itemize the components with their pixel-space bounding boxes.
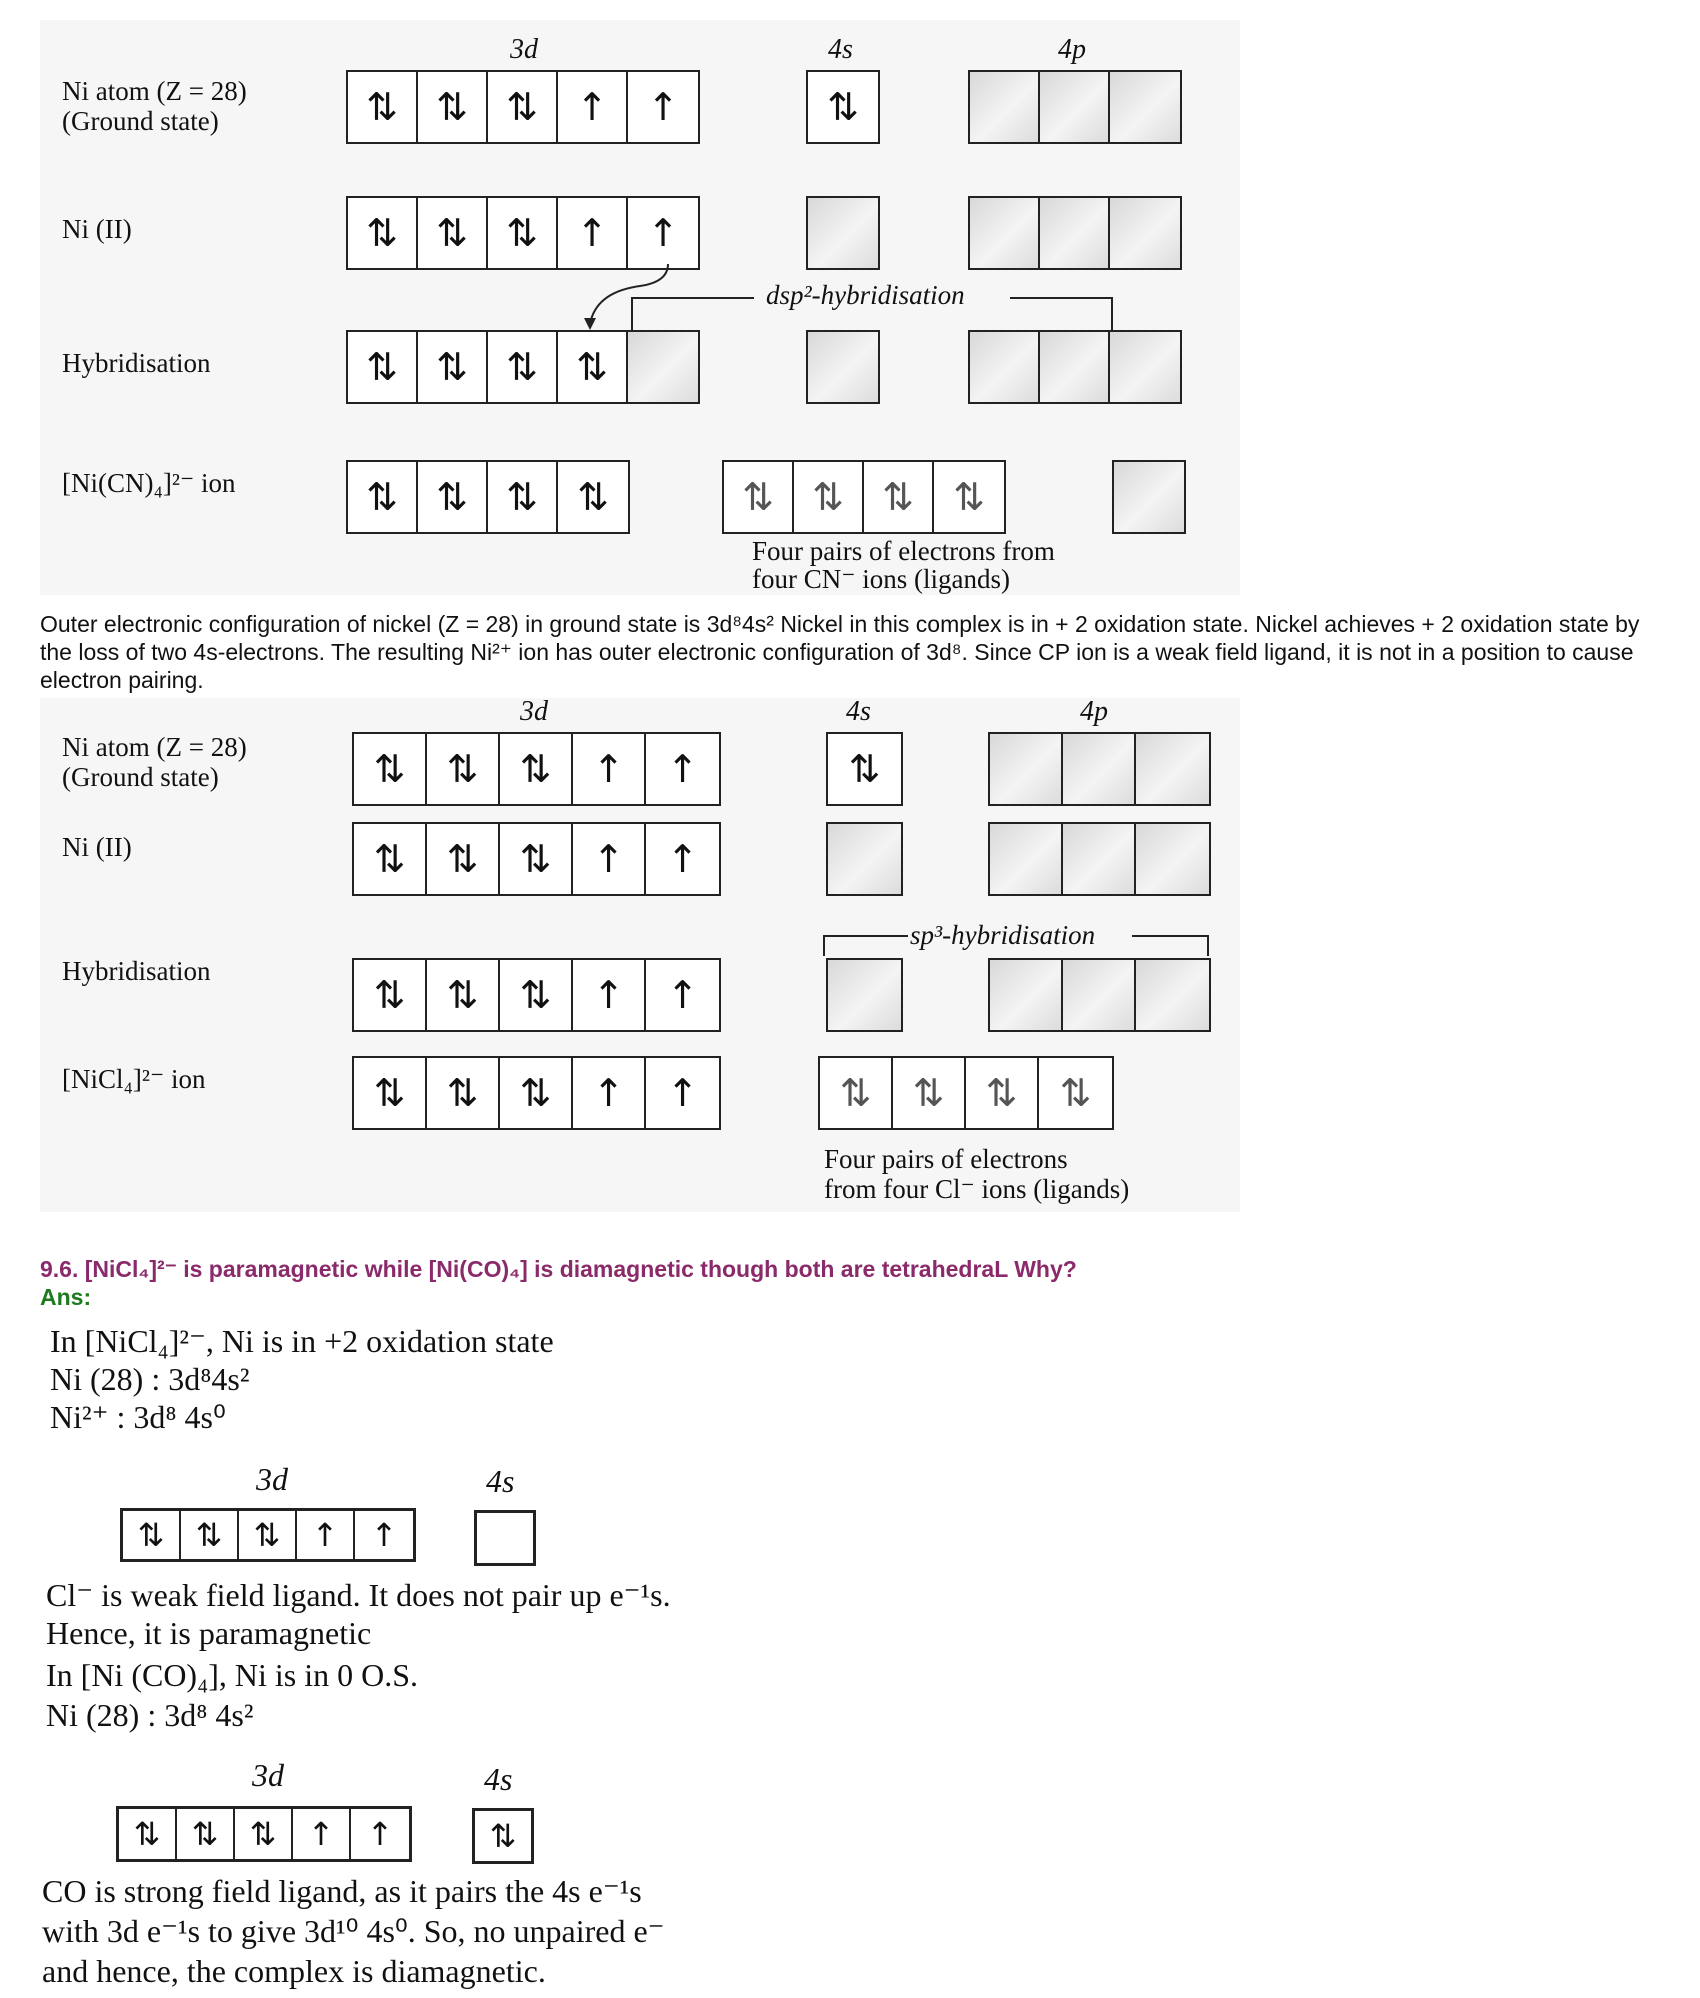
diagram1-4p-header: 4p [1058, 34, 1086, 65]
orbital-box: ↑ [628, 198, 698, 268]
orbital-box: ⇅ [354, 824, 427, 894]
orbital-box: ⇅ [488, 332, 558, 402]
d1-row3-label: Hybridisation [62, 348, 211, 378]
orbital-box: ⇅ [864, 462, 934, 532]
orbital-box [1136, 960, 1209, 1030]
answer-line-9: with 3d e⁻¹s to give 3d¹⁰ 4s⁰. So, no unpaired e⁻ [42, 1913, 665, 1949]
orbital-box [990, 734, 1063, 804]
orbital-box: ⇅ [119, 1809, 177, 1859]
orbital-box [808, 332, 878, 402]
diagram2-4p-header: 4p [1080, 696, 1108, 727]
orbital-box: ⇅ [348, 462, 418, 532]
orbital-box: ⇅ [475, 1811, 531, 1861]
orbital-box [1040, 72, 1110, 142]
orbital-box: ⇅ [558, 332, 628, 402]
orbital-box [1063, 960, 1136, 1030]
d2-row2-4s-orbital [826, 822, 903, 896]
d1-row3-3d-orbitals [346, 330, 700, 404]
orbital-box: ↑ [351, 1809, 409, 1859]
d1-row2-label: Ni (II) [62, 214, 132, 244]
d1-row1-label: Ni atom (Z = 28) [62, 76, 247, 106]
orbital-box: ⇅ [418, 198, 488, 268]
orbital-box [1040, 332, 1110, 402]
diagram1-4s-header: 4s [828, 34, 853, 65]
answer-box2-4s-orbital [472, 1808, 534, 1864]
orbital-box: ⇅ [427, 824, 500, 894]
diagram2-4s-header: 4s [846, 696, 871, 727]
orbital-box [1040, 198, 1110, 268]
orbital-box: ↑ [573, 734, 646, 804]
box1-4s-label: 4s [486, 1463, 515, 1499]
orbital-box: ↑ [646, 960, 719, 1030]
d1-row1-4p-orbitals [968, 70, 1182, 144]
orbital-box [808, 198, 878, 268]
orbital-box: ⇅ [354, 960, 427, 1030]
d1-row4-4p-orbital [1112, 460, 1186, 534]
orbital-box: ⇅ [354, 1058, 427, 1128]
orbital-box: ↑ [573, 824, 646, 894]
orbital-box [970, 72, 1040, 142]
orbital-box: ⇅ [500, 1058, 573, 1128]
orbital-box: ⇅ [427, 960, 500, 1030]
orbital-box: ⇅ [558, 462, 628, 532]
d2-row4-label: [NiCl₄]²⁻ ion [62, 1064, 206, 1094]
orbital-box: ⇅ [418, 332, 488, 402]
orbital-box: ⇅ [427, 734, 500, 804]
d2-row3-4p-orbitals [988, 958, 1211, 1032]
d2-row4-3d-orbitals [352, 1056, 721, 1130]
orbital-box: ⇅ [181, 1511, 239, 1559]
d1-row4-hybrid-orbitals [722, 460, 1006, 534]
answer-label: Ans: [40, 1284, 92, 1310]
d1-row1-sublabel: (Ground state) [62, 106, 219, 136]
orbital-box: ⇅ [488, 462, 558, 532]
orbital-box: ⇅ [828, 734, 901, 804]
box2-4s-label: 4s [484, 1761, 513, 1797]
orbital-box: ⇅ [418, 72, 488, 142]
orbital-box [1063, 824, 1136, 894]
d1-ligand-note-line1: Four pairs of electrons from [752, 536, 1055, 566]
orbital-box [628, 332, 698, 402]
orbital-box [828, 960, 901, 1030]
d1-row3-4p-orbitals [968, 330, 1182, 404]
answer-line-3: Ni²⁺ : 3d⁸ 4s⁰ [50, 1399, 226, 1435]
orbital-box [990, 824, 1063, 894]
orbital-box [970, 198, 1040, 268]
sp3-hybridisation-label: sp³-hybridisation [910, 920, 1096, 950]
explanation-paragraph: Outer electronic configuration of nickel (Z = 28) in ground state is 3d⁸4s² Nickel in this complex is in + 2 oxidation state. Nickel achieves + 2 oxidation state by the loss of two 4s-electrons. The resulting Ni²⁺ ion has outer electronic configuration of 3d⁸. Since CP ion is a weak field ligand, it is not in a position to cause electron pairing. [40, 611, 1640, 693]
answer-box2-3d-orbitals [116, 1806, 412, 1862]
d1-row1-3d-orbitals [346, 70, 700, 144]
orbital-box [1110, 72, 1180, 142]
box2-3d-label: 3d [252, 1757, 284, 1793]
d2-row1-4p-orbitals [988, 732, 1211, 806]
answer-box1-3d-orbitals [120, 1508, 416, 1562]
orbital-box: ↑ [355, 1511, 413, 1559]
d1-row3-4s-orbital [806, 330, 880, 404]
answer-line-4: Cl⁻ is weak field ligand. It does not pair up e⁻¹s. [46, 1577, 671, 1613]
orbital-box: ⇅ [794, 462, 864, 532]
orbital-box: ⇅ [239, 1511, 297, 1559]
orbital-box: ↑ [558, 72, 628, 142]
orbital-box: ⇅ [418, 462, 488, 532]
orbital-box: ⇅ [500, 824, 573, 894]
d2-row3-4s-orbital [826, 958, 903, 1032]
orbital-box [1063, 734, 1136, 804]
orbital-box: ↑ [573, 1058, 646, 1128]
orbital-box: ⇅ [966, 1058, 1039, 1128]
answer-line-6: In [Ni (CO)₄], Ni is in 0 O.S. [46, 1657, 419, 1693]
orbital-box: ⇅ [348, 72, 418, 142]
orbital-box [1136, 824, 1209, 894]
diagram2-3d-header: 3d [520, 696, 548, 727]
orbital-box: ⇅ [177, 1809, 235, 1859]
answer-line-2: Ni (28) : 3d⁸4s² [50, 1361, 250, 1397]
orbital-box: ⇅ [123, 1511, 181, 1559]
orbital-box: ⇅ [348, 198, 418, 268]
orbital-box: ↑ [646, 734, 719, 804]
orbital-box: ⇅ [354, 734, 427, 804]
d2-row3-3d-orbitals [352, 958, 721, 1032]
orbital-box: ↑ [628, 72, 698, 142]
d1-ligand-note-line2: four CN⁻ ions (ligands) [752, 564, 1010, 594]
orbital-box [970, 332, 1040, 402]
d2-ligand-note-line2: from four Cl⁻ ions (ligands) [824, 1174, 1130, 1204]
orbital-box: ⇅ [235, 1809, 293, 1859]
d1-row1-4s-orbital [806, 70, 880, 144]
d2-row2-4p-orbitals [988, 822, 1211, 896]
orbital-box: ⇅ [500, 960, 573, 1030]
orbital-box: ⇅ [348, 332, 418, 402]
orbital-box: ↑ [297, 1511, 355, 1559]
answer-line-1: In [NiCl₄]²⁻, Ni is in +2 oxidation state [50, 1323, 554, 1359]
orbital-box: ⇅ [724, 462, 794, 532]
d1-row2-4p-orbitals [968, 196, 1182, 270]
orbital-box: ⇅ [1039, 1058, 1112, 1128]
orbital-box: ⇅ [488, 198, 558, 268]
d2-row1-sublabel: (Ground state) [62, 762, 219, 792]
orbital-box [1136, 734, 1209, 804]
d2-row4-hybrid-orbitals [818, 1056, 1114, 1130]
d1-row2-4s-orbital [806, 196, 880, 270]
answer-box1-4s-orbital [474, 1510, 536, 1566]
d2-row2-3d-orbitals [352, 822, 721, 896]
orbital-box [990, 960, 1063, 1030]
orbital-box: ⇅ [488, 72, 558, 142]
d2-row3-label: Hybridisation [62, 956, 211, 986]
box1-3d-label: 3d [256, 1461, 288, 1497]
orbital-box [1114, 462, 1184, 532]
answer-line-5: Hence, it is paramagnetic [46, 1615, 372, 1651]
diagram1-3d-header: 3d [510, 34, 538, 65]
orbital-box: ⇅ [427, 1058, 500, 1128]
answer-line-8: CO is strong field ligand, as it pairs the 4s e⁻¹s [42, 1873, 642, 1909]
d2-row1-label: Ni atom (Z = 28) [62, 732, 247, 762]
orbital-box [477, 1513, 533, 1563]
answer-line-7: Ni (28) : 3d⁸ 4s² [46, 1697, 254, 1733]
dsp2-hybridisation-label: dsp²-hybridisation [766, 280, 965, 310]
orbital-box [1110, 332, 1180, 402]
d2-row1-3d-orbitals [352, 732, 721, 806]
orbital-box: ↑ [573, 960, 646, 1030]
orbital-box: ⇅ [820, 1058, 893, 1128]
orbital-box: ↑ [646, 1058, 719, 1128]
orbital-box: ⇅ [893, 1058, 966, 1128]
orbital-box: ↑ [558, 198, 628, 268]
orbital-box: ⇅ [500, 734, 573, 804]
d1-row4-3d-orbitals [346, 460, 630, 534]
orbital-box: ↑ [293, 1809, 351, 1859]
orbital-box: ↑ [646, 824, 719, 894]
orbital-box: ⇅ [808, 72, 878, 142]
d2-row1-4s-orbital [826, 732, 903, 806]
orbital-box: ⇅ [934, 462, 1004, 532]
question-9-6: 9.6. [NiCl₄]²⁻ is paramagnetic while [Ni(CO)₄] is diamagnetic though both are tetrahedraL Why? [40, 1256, 1077, 1282]
d1-row2-3d-orbitals [346, 196, 700, 270]
d2-ligand-note-line1: Four pairs of electrons [824, 1144, 1068, 1174]
answer-line-10: and hence, the complex is diamagnetic. [42, 1953, 546, 1989]
d2-row2-label: Ni (II) [62, 832, 132, 862]
orbital-box [1110, 198, 1180, 268]
orbital-box [828, 824, 901, 894]
d1-row4-label: [Ni(CN)₄]²⁻ ion [62, 468, 236, 498]
